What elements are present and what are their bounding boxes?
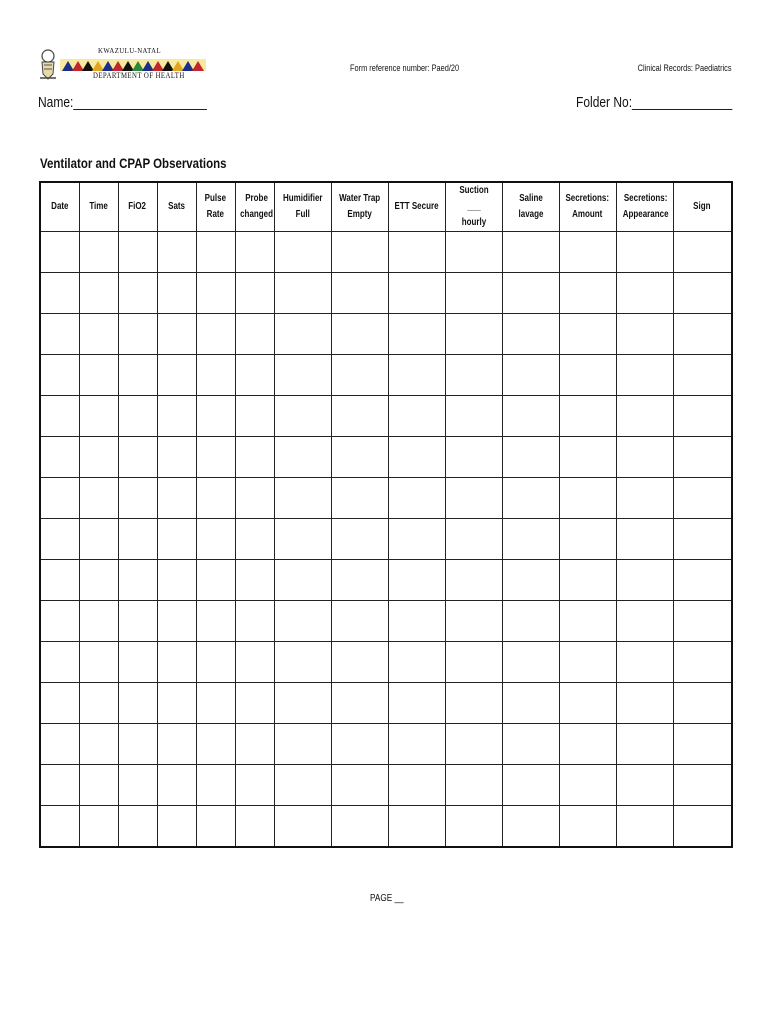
table-body — [40, 232, 732, 848]
table-cell[interactable] — [40, 560, 79, 601]
table-cell[interactable] — [502, 519, 559, 560]
table-cell[interactable] — [445, 314, 502, 355]
table-cell[interactable] — [388, 314, 445, 355]
table-cell[interactable] — [79, 355, 118, 396]
table-cell[interactable] — [673, 519, 732, 560]
table-cell[interactable] — [157, 396, 196, 437]
table-cell[interactable] — [502, 683, 559, 724]
table-cell[interactable] — [157, 437, 196, 478]
table-row — [40, 273, 732, 314]
table-cell[interactable] — [502, 273, 559, 314]
table-cell[interactable] — [388, 642, 445, 683]
table-cell[interactable] — [559, 806, 616, 848]
table-cell[interactable] — [616, 601, 673, 642]
table-cell[interactable] — [331, 396, 388, 437]
table-cell[interactable] — [388, 355, 445, 396]
table-cell[interactable] — [40, 683, 79, 724]
table-cell[interactable] — [79, 232, 118, 273]
table-cell[interactable] — [274, 396, 331, 437]
table-cell[interactable] — [235, 232, 274, 273]
table-cell[interactable] — [196, 396, 235, 437]
table-row — [40, 642, 732, 683]
table-cell[interactable] — [157, 314, 196, 355]
table-cell[interactable] — [40, 724, 79, 765]
table-cell[interactable] — [445, 478, 502, 519]
table-cell[interactable] — [79, 806, 118, 848]
table-cell[interactable] — [157, 355, 196, 396]
table-cell[interactable] — [673, 232, 732, 273]
table-cell[interactable] — [673, 478, 732, 519]
table-cell[interactable] — [673, 806, 732, 848]
table-cell[interactable] — [502, 765, 559, 806]
table-cell[interactable] — [196, 232, 235, 273]
table-cell[interactable] — [235, 355, 274, 396]
table-row — [40, 601, 732, 642]
column-header-saline-lavage: Saline lavage — [502, 182, 559, 232]
table-cell[interactable] — [196, 519, 235, 560]
table-cell[interactable] — [502, 437, 559, 478]
table-cell[interactable] — [616, 314, 673, 355]
table-cell[interactable] — [331, 519, 388, 560]
table-cell[interactable] — [673, 437, 732, 478]
table-cell[interactable] — [79, 683, 118, 724]
table-cell[interactable] — [388, 683, 445, 724]
table-cell[interactable] — [445, 396, 502, 437]
table-cell[interactable] — [40, 601, 79, 642]
table-cell[interactable] — [559, 724, 616, 765]
table-cell[interactable] — [616, 273, 673, 314]
table-row — [40, 478, 732, 519]
table-cell[interactable] — [196, 683, 235, 724]
table-cell[interactable] — [40, 437, 79, 478]
table-cell[interactable] — [388, 478, 445, 519]
table-cell[interactable] — [502, 314, 559, 355]
table-cell[interactable] — [118, 560, 157, 601]
table-cell[interactable] — [118, 683, 157, 724]
table-cell[interactable] — [331, 683, 388, 724]
table-row — [40, 355, 732, 396]
table-cell[interactable] — [196, 355, 235, 396]
table-cell[interactable] — [616, 806, 673, 848]
table-cell[interactable] — [40, 642, 79, 683]
table-cell[interactable] — [274, 232, 331, 273]
table-cell[interactable] — [559, 355, 616, 396]
table-cell[interactable] — [196, 314, 235, 355]
table-cell[interactable] — [559, 396, 616, 437]
table-cell[interactable] — [79, 724, 118, 765]
table-cell[interactable] — [616, 355, 673, 396]
table-cell[interactable] — [559, 314, 616, 355]
table-cell[interactable] — [40, 355, 79, 396]
table-row — [40, 724, 732, 765]
table-cell[interactable] — [502, 806, 559, 848]
table-cell[interactable] — [673, 273, 732, 314]
table-cell[interactable] — [502, 560, 559, 601]
table-cell[interactable] — [157, 273, 196, 314]
table-cell[interactable] — [79, 437, 118, 478]
table-cell[interactable] — [445, 355, 502, 396]
table-cell[interactable] — [235, 683, 274, 724]
table-cell[interactable] — [673, 601, 732, 642]
table-cell[interactable] — [331, 724, 388, 765]
table-row — [40, 437, 732, 478]
table-cell[interactable] — [118, 232, 157, 273]
table-cell[interactable] — [235, 601, 274, 642]
table-row — [40, 314, 732, 355]
table-cell[interactable] — [445, 683, 502, 724]
table-cell[interactable] — [388, 437, 445, 478]
column-header-secretions-amount: Secretions: Amount — [559, 182, 616, 232]
table-cell[interactable] — [616, 437, 673, 478]
table-cell[interactable] — [196, 724, 235, 765]
observations-table — [39, 181, 733, 848]
column-header-ett-secure: ETT Secure — [388, 182, 445, 232]
table-cell[interactable] — [235, 806, 274, 848]
table-cell[interactable] — [559, 273, 616, 314]
table-cell[interactable] — [274, 478, 331, 519]
folder-number-field[interactable]: Folder No:_______________ — [575, 94, 732, 111]
table-cell[interactable] — [274, 642, 331, 683]
table-cell[interactable] — [445, 765, 502, 806]
table-cell[interactable] — [40, 806, 79, 848]
table-cell[interactable] — [502, 724, 559, 765]
table-cell[interactable] — [235, 642, 274, 683]
kzn-health-logo — [38, 47, 208, 83]
table-cell[interactable] — [616, 478, 673, 519]
table-cell[interactable] — [616, 765, 673, 806]
table-cell[interactable] — [445, 806, 502, 848]
column-header-secretions-appearance: Secretions: Appearance — [616, 182, 673, 232]
table-row — [40, 519, 732, 560]
table-cell[interactable] — [445, 560, 502, 601]
table-cell[interactable] — [274, 437, 331, 478]
table-cell[interactable] — [274, 355, 331, 396]
table-cell[interactable] — [118, 396, 157, 437]
table-cell[interactable] — [274, 601, 331, 642]
table-cell[interactable] — [502, 642, 559, 683]
table-cell[interactable] — [331, 232, 388, 273]
table-cell[interactable] — [559, 765, 616, 806]
table-cell[interactable] — [445, 273, 502, 314]
table-cell[interactable] — [196, 601, 235, 642]
table-cell[interactable] — [157, 232, 196, 273]
table-cell[interactable] — [388, 806, 445, 848]
table-cell[interactable] — [331, 642, 388, 683]
table-cell[interactable] — [616, 396, 673, 437]
table-cell[interactable] — [196, 273, 235, 314]
table-cell[interactable] — [274, 765, 331, 806]
column-header-suction-hourly: Suction ___ hourly — [445, 182, 502, 232]
table-cell[interactable] — [235, 478, 274, 519]
table-cell[interactable] — [673, 683, 732, 724]
table-cell[interactable] — [196, 560, 235, 601]
table-cell[interactable] — [388, 724, 445, 765]
table-header-row — [40, 182, 732, 232]
table-cell[interactable] — [616, 724, 673, 765]
table-cell[interactable] — [502, 396, 559, 437]
table-cell[interactable] — [502, 601, 559, 642]
name-field[interactable]: Name:____________________ — [38, 94, 207, 111]
table-cell[interactable] — [79, 396, 118, 437]
table-cell[interactable] — [157, 765, 196, 806]
table-cell[interactable] — [559, 232, 616, 273]
table-cell[interactable] — [388, 601, 445, 642]
table-cell[interactable] — [274, 683, 331, 724]
table-cell[interactable] — [196, 642, 235, 683]
table-cell[interactable] — [157, 519, 196, 560]
coat-of-arms-icon — [38, 48, 58, 82]
table-cell[interactable] — [274, 724, 331, 765]
table-cell[interactable] — [235, 396, 274, 437]
table-row — [40, 683, 732, 724]
table-cell[interactable] — [157, 683, 196, 724]
table-cell[interactable] — [118, 765, 157, 806]
table-cell[interactable] — [79, 478, 118, 519]
table-row — [40, 806, 732, 848]
table-cell[interactable] — [388, 232, 445, 273]
column-header-probe-changed: Probe changed — [235, 182, 274, 232]
table-cell[interactable] — [79, 765, 118, 806]
page-number: PAGE __ — [370, 893, 404, 904]
table-cell[interactable] — [196, 437, 235, 478]
table-cell[interactable] — [502, 232, 559, 273]
table-cell[interactable] — [235, 437, 274, 478]
table-cell[interactable] — [616, 560, 673, 601]
form-reference-number: Form reference number: Paed/20 — [350, 63, 460, 73]
table-cell[interactable] — [118, 601, 157, 642]
table-cell[interactable] — [445, 437, 502, 478]
table-cell[interactable] — [559, 560, 616, 601]
table-cell[interactable] — [118, 519, 157, 560]
table-cell[interactable] — [559, 683, 616, 724]
column-header-humidifier-full: Humidifier Full — [274, 182, 331, 232]
table-cell[interactable] — [79, 601, 118, 642]
column-header-sign: Sign — [673, 182, 732, 232]
table-cell[interactable] — [235, 560, 274, 601]
table-cell[interactable] — [445, 642, 502, 683]
table-cell[interactable] — [388, 273, 445, 314]
table-cell[interactable] — [157, 560, 196, 601]
table-cell[interactable] — [40, 273, 79, 314]
table-cell[interactable] — [79, 519, 118, 560]
table-cell[interactable] — [616, 683, 673, 724]
logo-department-text: DEPARTMENT OF HEALTH — [93, 71, 185, 80]
table-cell[interactable] — [235, 314, 274, 355]
table-cell[interactable] — [445, 519, 502, 560]
table-row — [40, 232, 732, 273]
column-header-date: Date — [40, 182, 79, 232]
column-header-time: Time — [79, 182, 118, 232]
table-cell[interactable] — [118, 478, 157, 519]
table-cell[interactable] — [118, 437, 157, 478]
table-cell[interactable] — [331, 601, 388, 642]
table-cell[interactable] — [274, 273, 331, 314]
table-cell[interactable] — [559, 437, 616, 478]
table-cell[interactable] — [559, 478, 616, 519]
table-cell[interactable] — [673, 642, 732, 683]
table-cell[interactable] — [331, 560, 388, 601]
table-cell[interactable] — [616, 232, 673, 273]
column-header-fio2: FiO2 — [118, 182, 157, 232]
column-header-water-trap-empty: Water Trap Empty — [331, 182, 388, 232]
table-cell[interactable] — [196, 478, 235, 519]
table-cell[interactable] — [331, 273, 388, 314]
table-cell[interactable] — [445, 601, 502, 642]
table-cell[interactable] — [274, 519, 331, 560]
table-cell[interactable] — [40, 478, 79, 519]
table-cell[interactable] — [157, 806, 196, 848]
table-cell[interactable] — [388, 519, 445, 560]
table-cell[interactable] — [673, 724, 732, 765]
table-cell[interactable] — [616, 642, 673, 683]
table-row — [40, 396, 732, 437]
table-cell[interactable] — [274, 806, 331, 848]
table-cell[interactable] — [388, 765, 445, 806]
table-cell[interactable] — [40, 232, 79, 273]
table-cell[interactable] — [235, 273, 274, 314]
table-cell[interactable] — [79, 273, 118, 314]
table-cell[interactable] — [196, 765, 235, 806]
table-cell[interactable] — [196, 806, 235, 848]
table-cell[interactable] — [157, 478, 196, 519]
table-cell[interactable] — [118, 314, 157, 355]
table-cell[interactable] — [673, 765, 732, 806]
table-cell[interactable] — [331, 437, 388, 478]
table-cell[interactable] — [673, 355, 732, 396]
table-cell[interactable] — [118, 642, 157, 683]
table-cell[interactable] — [157, 642, 196, 683]
table-cell[interactable] — [673, 560, 732, 601]
table-cell[interactable] — [559, 601, 616, 642]
form-title: Ventilator and CPAP Observations — [40, 155, 227, 171]
table-cell[interactable] — [673, 396, 732, 437]
table-cell[interactable] — [502, 355, 559, 396]
table-cell[interactable] — [40, 765, 79, 806]
table-cell[interactable] — [118, 273, 157, 314]
table-row — [40, 765, 732, 806]
table-cell[interactable] — [157, 601, 196, 642]
table-cell[interactable] — [445, 232, 502, 273]
table-cell[interactable] — [235, 765, 274, 806]
table-cell[interactable] — [118, 355, 157, 396]
table-cell[interactable] — [616, 519, 673, 560]
table-cell[interactable] — [331, 806, 388, 848]
table-cell[interactable] — [40, 519, 79, 560]
table-cell[interactable] — [331, 478, 388, 519]
table-cell[interactable] — [118, 724, 157, 765]
logo-color-band — [60, 59, 206, 71]
logo-province-text: KWAZULU-NATAL — [98, 46, 162, 55]
table-cell[interactable] — [445, 724, 502, 765]
table-cell[interactable] — [388, 396, 445, 437]
table-cell[interactable] — [79, 642, 118, 683]
table-cell[interactable] — [157, 724, 196, 765]
table-cell[interactable] — [331, 314, 388, 355]
table-cell[interactable] — [388, 560, 445, 601]
table-cell[interactable] — [235, 724, 274, 765]
table-cell[interactable] — [331, 765, 388, 806]
column-header-sats: Sats — [157, 182, 196, 232]
table-cell[interactable] — [79, 560, 118, 601]
table-row — [40, 560, 732, 601]
table-cell[interactable] — [673, 314, 732, 355]
table-cell[interactable] — [40, 396, 79, 437]
table-cell[interactable] — [118, 806, 157, 848]
table-cell[interactable] — [559, 519, 616, 560]
table-cell[interactable] — [79, 314, 118, 355]
table-cell[interactable] — [235, 519, 274, 560]
table-cell[interactable] — [40, 314, 79, 355]
clinical-records-label: Clinical Records: Paediatrics — [638, 63, 732, 73]
table-cell[interactable] — [502, 478, 559, 519]
table-cell[interactable] — [274, 560, 331, 601]
column-header-pulse-rate: Pulse Rate — [196, 182, 235, 232]
table-cell[interactable] — [331, 355, 388, 396]
table-cell[interactable] — [274, 314, 331, 355]
table-cell[interactable] — [559, 642, 616, 683]
